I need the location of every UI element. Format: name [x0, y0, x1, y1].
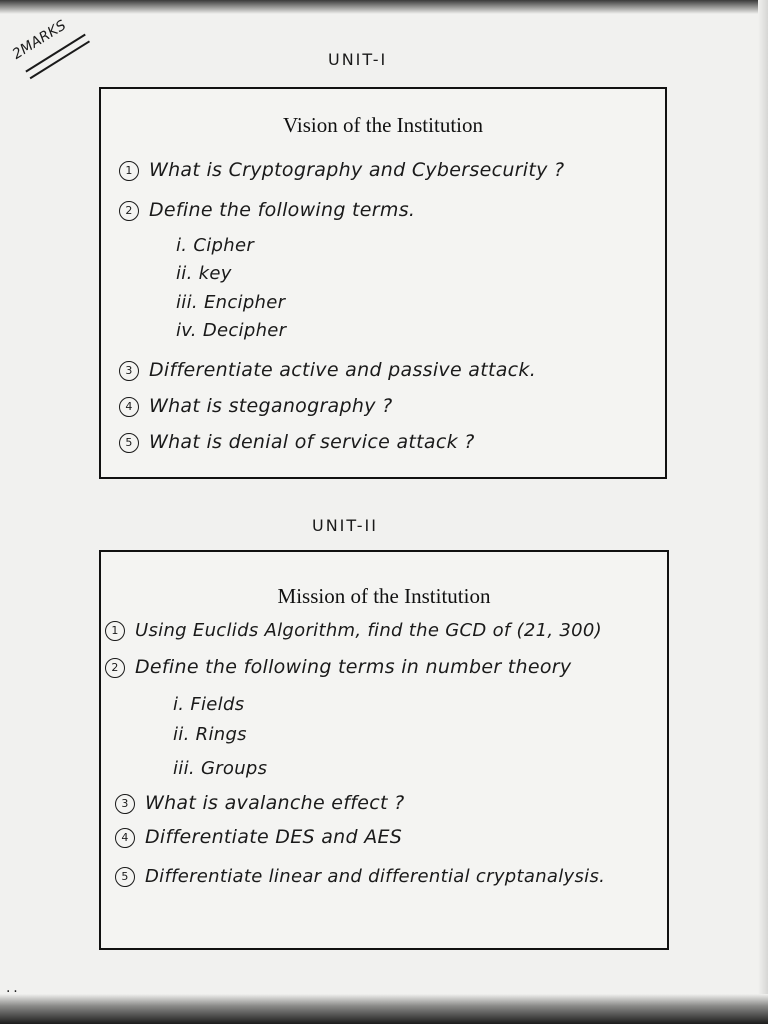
unit-1-subitem-2: ii. key [176, 263, 232, 284]
unit-1-question-3 [119, 359, 536, 381]
unit-2-box-title: Mission of the Institution [277, 584, 491, 608]
question-text: What is Cryptography and Cybersecurity ? [149, 159, 565, 181]
unit-1-subitem-3: iii. Encipher [176, 292, 286, 313]
unit-1-question-2 [119, 199, 415, 221]
page-top-shadow [0, 0, 768, 14]
page-right-shadow [758, 0, 768, 1024]
question-number: 2 [105, 658, 125, 678]
question-text: Define the following terms. [149, 199, 416, 221]
question-number: 4 [115, 828, 135, 848]
margin-marks: . . [6, 980, 18, 996]
question-text: Differentiate DES and AES [145, 826, 403, 848]
unit-1-question-5 [119, 431, 475, 453]
unit-2-subitem-1: i. Fields [173, 694, 245, 715]
unit-1-question-1 [119, 159, 564, 181]
question-number: 3 [119, 361, 139, 381]
question-text: What is denial of service attack ? [149, 431, 475, 453]
unit-1-question-4 [119, 395, 392, 417]
marks-note: 2MARKS [9, 17, 70, 63]
question-text: What is avalanche effect ? [145, 792, 405, 814]
question-number: 4 [119, 397, 139, 417]
unit-2-label: UNIT-II [312, 516, 378, 535]
question-number: 1 [105, 621, 125, 641]
page-bottom-shadow [0, 994, 768, 1024]
unit-2-subitem-2: ii. Rings [173, 724, 247, 745]
unit-2-question-1 [105, 620, 602, 641]
question-text: Differentiate active and passive attack. [149, 359, 537, 381]
unit-1-subitem-4: iv. Decipher [176, 320, 287, 341]
question-number: 5 [119, 433, 139, 453]
unit-2-question-2 [105, 656, 571, 678]
question-text: Define the following terms in number theory [135, 656, 572, 678]
unit-2-box [99, 550, 669, 950]
unit-1-box-title: Vision of the Institution [283, 113, 483, 137]
unit-2-question-4 [115, 826, 402, 848]
question-number: 3 [115, 794, 135, 814]
unit-2-question-5 [115, 866, 605, 887]
question-text: Differentiate linear and differential cryptanalysis. [145, 866, 606, 887]
unit-2-question-3 [115, 792, 404, 814]
unit-1-subitem-1: i. Cipher [176, 235, 255, 256]
unit-1-label: UNIT-I [328, 50, 388, 69]
question-number: 1 [119, 161, 139, 181]
question-text: Using Euclids Algorithm, find the GCD of (21, 300) [135, 620, 602, 641]
unit-1-box [99, 87, 667, 479]
question-text: What is steganography ? [149, 395, 393, 417]
question-number: 5 [115, 867, 135, 887]
question-number: 2 [119, 201, 139, 221]
unit-2-subitem-3: iii. Groups [173, 758, 268, 779]
